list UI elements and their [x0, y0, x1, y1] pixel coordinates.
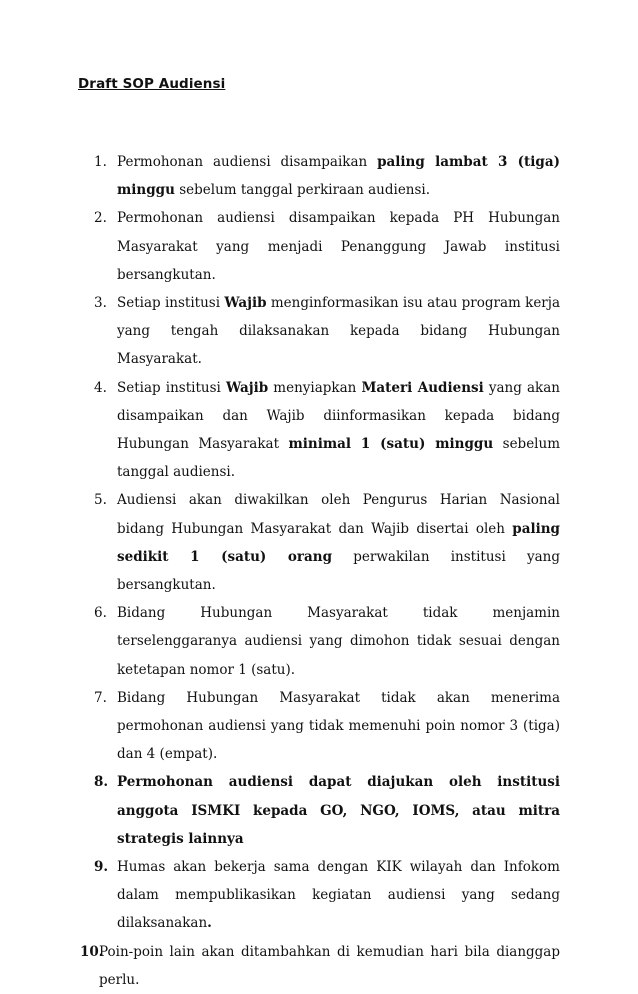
sop-item-segment: sebelum tanggal perkiraan audiensi.	[174, 182, 431, 199]
sop-item	[0, 684, 638, 769]
sop-item-emphasis: minimal 1 (satu) minggu	[288, 436, 494, 453]
sop-item-segment: Humas akan bekerja sama dengan KIK wilayah dan Infokom dalam mempublikasikan kegiatan audiensi yang sedang dilaksanakan	[117, 859, 560, 932]
sop-item-emphasis: Wajib	[224, 295, 267, 312]
sop-item-text	[117, 774, 560, 846]
sop-item-text	[117, 605, 560, 677]
sop-item-segment: menginformasikan isu atau program kerja yang tengah dilaksanakan kepada bidang Hubungan Masyarakat.	[117, 295, 560, 368]
sop-item-text	[117, 690, 560, 762]
document-title: Draft SOP Audiensi	[78, 76, 226, 92]
sop-item-segment: Permohonan audiensi disampaikan	[117, 154, 378, 170]
sop-item-number: 3.	[94, 295, 107, 312]
sop-item	[0, 204, 638, 289]
sop-item-number: 10.	[80, 943, 104, 960]
sop-item-text	[117, 492, 560, 593]
sop-item-emphasis: paling lambat 3 (tiga) minggu	[117, 154, 560, 199]
sop-item-segment: sebelum tanggal audiensi.	[117, 436, 560, 481]
sop-item	[0, 374, 638, 487]
sop-item-text	[117, 380, 560, 481]
sop-item	[0, 486, 638, 599]
sop-item-number: 8.	[94, 774, 109, 791]
sop-item-segment: menyiapkan	[268, 379, 362, 396]
sop-item-text	[117, 295, 560, 367]
sop-item-emphasis: .	[207, 915, 212, 932]
sop-item-number: 9.	[94, 859, 109, 876]
sop-item-segment: Audiensi akan diwakilkan oleh Pengurus Harian Nasional bidang Hubungan Masyarakat dan Wajib disertai oleh	[117, 492, 560, 537]
sop-item-number: 5.	[94, 492, 107, 509]
sop-item	[0, 599, 638, 684]
sop-item-number: 1.	[94, 154, 107, 170]
sop-item-number: 6.	[94, 605, 107, 622]
sop-item-segment: Setiap institusi	[117, 379, 226, 396]
sop-item-segment: Permohonan audiensi disampaikan kepada PH Hubungan Masyarakat yang menjadi Penanggung Jawab institusi bersangkutan.	[117, 210, 560, 283]
sop-item	[0, 148, 638, 204]
sop-item-emphasis: Wajib	[225, 379, 269, 396]
sop-list	[0, 148, 638, 994]
sop-item-emphasis: paling sedikit 1 (satu) orang	[117, 520, 560, 565]
sop-item-text	[117, 154, 560, 198]
sop-item-segment: Setiap institusi	[117, 295, 225, 312]
sop-item-segment: Bidang Hubungan Masyarakat tidak menjamin terselenggaranya audiensi yang dimohon tidak sesuai dengan ketetapan nomor 1 (satu).	[117, 605, 560, 678]
sop-item-number: 4.	[94, 379, 107, 396]
sop-item-segment: yang akan disampaikan dan Wajib diinformasikan kepada bidang Hubungan Masyarakat	[117, 379, 560, 453]
sop-item	[0, 853, 638, 938]
sop-item-text	[117, 859, 560, 931]
sop-item	[0, 938, 638, 994]
sop-item	[0, 768, 638, 853]
sop-item-emphasis: Materi Audiensi	[361, 379, 484, 396]
sop-item-segment: Bidang Hubungan Masyarakat tidak akan menerima permohonan audiensi yang tidak memenuhi poin nomor 3 (tiga) dan 4 (empat).	[117, 689, 560, 763]
sop-item-text	[99, 938, 560, 994]
sop-item-segment: perwakilan institusi yang bersangkutan.	[117, 548, 561, 594]
sop-item	[0, 289, 638, 374]
sop-item-number: 2.	[94, 210, 107, 227]
sop-item-number: 7.	[94, 689, 107, 706]
sop-item-segment: Poin-poin lain akan ditambahkan di kemudian hari bila dianggap perlu.	[99, 943, 560, 988]
sop-item-emphasis: Permohonan audiensi dapat diajukan oleh institusi anggota ISMKI kepada GO, NGO, IOMS, atau mitra strategis lainnya	[117, 774, 560, 847]
sop-item-text	[117, 210, 560, 282]
